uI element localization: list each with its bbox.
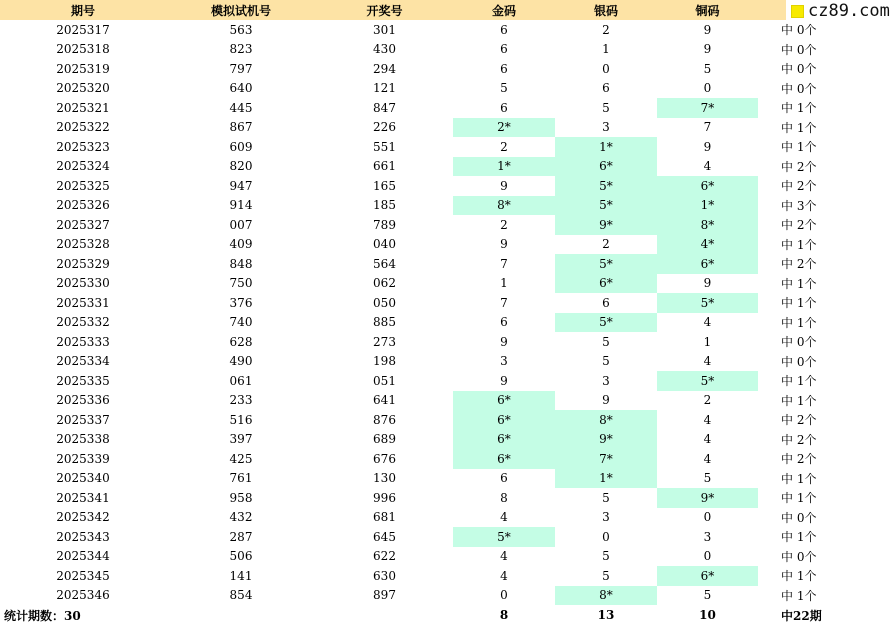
- cell-draw: 198: [373, 354, 396, 369]
- cell-result: 中 2个: [781, 179, 817, 194]
- cell-period: 2025344: [56, 549, 110, 564]
- cell-draw: 641: [373, 393, 396, 408]
- footer-empty-sim: [166, 605, 316, 625]
- cell-period: 2025345: [56, 568, 110, 583]
- cell-silver: 1*: [555, 137, 657, 157]
- cell-sim: 490: [229, 354, 253, 369]
- cell-period: 2025325: [56, 178, 110, 193]
- table-row: [0, 508, 891, 528]
- table-row: [0, 449, 891, 469]
- cell-draw: 050: [373, 295, 396, 310]
- cell-result: 中 0个: [781, 62, 817, 77]
- cell-gold: 4: [500, 549, 508, 564]
- cell-draw: 622: [373, 549, 396, 564]
- table-row: [0, 118, 891, 138]
- cell-result: 中 0个: [781, 42, 817, 57]
- cell-period: 2025337: [56, 412, 110, 427]
- cell-sim: 820: [229, 159, 253, 174]
- cell-result: 中 1个: [781, 237, 817, 252]
- cell-result: 中 1个: [781, 276, 817, 291]
- cell-gold: 6*: [453, 430, 555, 450]
- cell-result: 中 1个: [781, 491, 817, 506]
- table-row: [0, 430, 891, 450]
- cell-gold: 6: [500, 471, 508, 486]
- logo-square-icon: [791, 5, 804, 18]
- table-row: [0, 586, 891, 606]
- cell-copper: 0: [703, 549, 712, 564]
- cell-gold: 9: [500, 373, 508, 388]
- cell-gold: 6*: [453, 410, 555, 430]
- cell-gold: 1*: [453, 157, 555, 177]
- cell-sim: 007: [229, 217, 253, 232]
- cell-period: 2025320: [56, 81, 110, 96]
- cell-copper: 7*: [657, 98, 758, 118]
- cell-gold: 4: [500, 510, 508, 525]
- footer-copper-total: 10: [699, 608, 716, 622]
- cell-draw: 885: [373, 315, 396, 330]
- cell-gold: 2*: [453, 118, 555, 138]
- table-row: [0, 20, 891, 40]
- table-row: [0, 469, 891, 489]
- table-row: [0, 293, 891, 313]
- cell-draw: 294: [373, 61, 396, 76]
- cell-silver: 2: [602, 22, 610, 37]
- cell-copper: 8*: [657, 215, 758, 235]
- cell-silver: 6*: [555, 274, 657, 294]
- cell-period: 2025335: [56, 373, 110, 388]
- table-row: [0, 59, 891, 79]
- cell-sim: 425: [229, 451, 253, 466]
- cell-draw: 876: [373, 412, 396, 427]
- table-row: [0, 527, 891, 547]
- cell-period: 2025319: [56, 61, 110, 76]
- cell-gold: 6: [500, 100, 508, 115]
- cell-gold: 2: [500, 217, 508, 232]
- cell-copper: 5: [703, 61, 712, 76]
- cell-draw: 165: [373, 178, 396, 193]
- cell-result: 中 1个: [781, 569, 817, 584]
- table-row: [0, 410, 891, 430]
- cell-draw: 185: [373, 198, 396, 213]
- cell-period: 2025342: [56, 510, 110, 525]
- cell-period: 2025343: [56, 529, 110, 544]
- cell-silver: 5*: [555, 196, 657, 216]
- cell-silver: 9*: [555, 430, 657, 450]
- cell-copper: 9: [703, 139, 712, 154]
- cell-result: 中 0个: [781, 354, 817, 369]
- cell-gold: 0: [500, 588, 508, 603]
- footer-silver-total: 13: [597, 608, 615, 622]
- cell-result: 中 1个: [781, 530, 817, 545]
- table-row: [0, 391, 891, 411]
- cell-gold: 6*: [453, 391, 555, 411]
- cell-silver: 6: [602, 81, 610, 96]
- cell-silver: 0: [602, 529, 610, 544]
- cell-gold: 5*: [453, 527, 555, 547]
- cell-gold: 7: [500, 256, 508, 271]
- table-row: [0, 137, 891, 157]
- cell-silver: 6*: [555, 157, 657, 177]
- cell-silver: 5*: [555, 313, 657, 333]
- cell-result: 中 2个: [781, 218, 817, 233]
- cell-gold: 2: [500, 139, 508, 154]
- cell-copper: 6*: [657, 254, 758, 274]
- cell-draw: 689: [373, 432, 396, 447]
- table-row: [0, 352, 891, 372]
- cell-period: 2025331: [56, 295, 110, 310]
- footer-count: 统计期数：30: [4, 608, 81, 623]
- cell-result: 中 1个: [781, 471, 817, 486]
- cell-silver: 8*: [555, 586, 657, 606]
- cell-draw: 661: [373, 159, 396, 174]
- cell-draw: 130: [373, 471, 396, 486]
- cell-draw: 681: [373, 510, 396, 525]
- cell-sim: 958: [229, 490, 253, 505]
- cell-silver: 1*: [555, 469, 657, 489]
- cell-silver: 9*: [555, 215, 657, 235]
- cell-gold: 4: [500, 568, 508, 583]
- cell-copper: 5: [703, 588, 712, 603]
- cell-gold: 6: [500, 42, 508, 57]
- cell-gold: 6: [500, 22, 508, 37]
- cell-copper: 6*: [657, 176, 758, 196]
- table-row: [0, 566, 891, 586]
- table-row: [0, 79, 891, 99]
- cell-result: 中 2个: [781, 257, 817, 272]
- cell-draw: 301: [373, 22, 396, 37]
- cell-silver: 5*: [555, 176, 657, 196]
- cell-period: 2025330: [56, 276, 110, 291]
- cell-result: 中 1个: [781, 296, 817, 311]
- cell-result: 中 1个: [781, 315, 817, 330]
- cell-sim: 397: [229, 432, 253, 447]
- cell-sim: 061: [229, 373, 253, 388]
- cell-result: 中 2个: [781, 413, 817, 428]
- cell-sim: 761: [229, 471, 253, 486]
- cell-silver: 3: [602, 120, 610, 135]
- cell-result: 中 0个: [781, 81, 817, 96]
- cell-result: 中 0个: [781, 510, 817, 525]
- cell-sim: 376: [229, 295, 253, 310]
- cell-sim: 750: [229, 276, 253, 291]
- logo-text: cz89.com: [808, 1, 890, 21]
- cell-sim: 640: [229, 81, 253, 96]
- cell-period: 2025328: [56, 237, 110, 252]
- cell-draw: 847: [373, 100, 396, 115]
- cell-gold: 8*: [453, 196, 555, 216]
- cell-sim: 563: [229, 22, 253, 37]
- cell-silver: 3: [602, 373, 610, 388]
- table-row: [0, 98, 891, 118]
- cell-draw: 996: [373, 490, 396, 505]
- cell-result: 中 2个: [781, 452, 817, 467]
- cell-silver: 5: [602, 334, 610, 349]
- cell-silver: 2: [602, 237, 610, 252]
- cell-silver: 8*: [555, 410, 657, 430]
- cell-period: 2025339: [56, 451, 110, 466]
- cell-copper: 9*: [657, 488, 758, 508]
- cell-copper: 4: [703, 451, 712, 466]
- header-sim: 模拟试机号: [166, 0, 316, 20]
- cell-silver: 3: [602, 510, 610, 525]
- cell-silver: 5: [602, 549, 610, 564]
- table-row: [0, 547, 891, 567]
- cell-silver: 9: [602, 393, 610, 408]
- cell-copper: 4: [703, 432, 712, 447]
- cell-silver: 5: [602, 568, 610, 583]
- cell-gold: 9: [500, 237, 508, 252]
- cell-copper: 0: [703, 81, 712, 96]
- cell-sim: 506: [229, 549, 253, 564]
- footer-hit-total: 中22期: [781, 608, 822, 623]
- header-period: 期号: [0, 0, 166, 20]
- cell-period: 2025336: [56, 393, 110, 408]
- cell-sim: 854: [229, 588, 253, 603]
- cell-copper: 4*: [657, 235, 758, 255]
- cell-period: 2025333: [56, 334, 110, 349]
- cell-gold: 9: [500, 334, 508, 349]
- cell-sim: 848: [229, 256, 253, 271]
- cell-draw: 051: [373, 373, 396, 388]
- cell-draw: 630: [373, 568, 396, 583]
- cell-silver: 0: [602, 61, 610, 76]
- cell-result: 中 1个: [781, 588, 817, 603]
- cell-silver: 5: [602, 100, 610, 115]
- cell-copper: 2: [703, 393, 712, 408]
- cell-sim: 867: [229, 120, 253, 135]
- header-draw: 开奖号: [316, 0, 453, 20]
- cell-copper: 4: [703, 354, 712, 369]
- cell-result: 中 0个: [781, 549, 817, 564]
- cell-silver: 7*: [555, 449, 657, 469]
- cell-silver: 6: [602, 295, 610, 310]
- cell-draw: 676: [373, 451, 396, 466]
- cell-sim: 445: [229, 100, 253, 115]
- cell-period: 2025321: [56, 100, 110, 115]
- cell-gold: 7: [500, 295, 508, 310]
- cell-copper: 9: [703, 42, 712, 57]
- cell-copper: 3: [703, 529, 712, 544]
- cell-copper: 9: [703, 276, 712, 291]
- cell-copper: 4: [703, 315, 712, 330]
- cell-sim: 947: [229, 178, 253, 193]
- cell-draw: 226: [373, 120, 396, 135]
- cell-gold: 8: [500, 490, 508, 505]
- cell-draw: 040: [373, 237, 396, 252]
- table-row: [0, 254, 891, 274]
- cell-period: 2025346: [56, 588, 110, 603]
- cell-result: 中 2个: [781, 159, 817, 174]
- cell-copper: 7: [703, 120, 712, 135]
- table-row: [0, 235, 891, 255]
- cell-silver: 5*: [555, 254, 657, 274]
- cell-period: 2025318: [56, 42, 110, 57]
- cell-sim: 797: [229, 61, 253, 76]
- cell-result: 中 0个: [781, 23, 817, 38]
- cell-result: 中 3个: [781, 198, 817, 213]
- cell-gold: 9: [500, 178, 508, 193]
- cell-period: 2025332: [56, 315, 110, 330]
- cell-period: 2025317: [56, 22, 110, 37]
- cell-result: 中 1个: [781, 120, 817, 135]
- cell-copper: 5: [703, 471, 712, 486]
- header-row: [0, 0, 891, 20]
- cell-gold: 6*: [453, 449, 555, 469]
- cell-sim: 287: [229, 529, 253, 544]
- cell-draw: 645: [373, 529, 396, 544]
- cell-sim: 740: [229, 315, 253, 330]
- header-silver: 银码: [555, 0, 657, 20]
- cell-draw: 897: [373, 588, 396, 603]
- cell-sim: 914: [229, 198, 253, 213]
- cell-gold: 6: [500, 315, 508, 330]
- cell-silver: 1: [602, 42, 610, 57]
- cell-draw: 062: [373, 276, 396, 291]
- cell-draw: 121: [373, 81, 396, 96]
- cell-gold: 5: [500, 81, 508, 96]
- cell-sim: 409: [229, 237, 253, 252]
- cell-copper: 5*: [657, 293, 758, 313]
- header-gold: 金码: [453, 0, 555, 20]
- cell-period: 2025326: [56, 198, 110, 213]
- cell-period: 2025327: [56, 217, 110, 232]
- cell-draw: 789: [373, 217, 396, 232]
- footer-gold-total: 8: [499, 608, 509, 622]
- cell-sim: 628: [229, 334, 253, 349]
- cell-period: 2025334: [56, 354, 110, 369]
- table-row: [0, 40, 891, 60]
- cell-draw: 430: [373, 42, 396, 57]
- table-row: [0, 332, 891, 352]
- cell-period: 2025341: [56, 490, 110, 505]
- site-logo: [786, 0, 891, 22]
- cell-copper: 1: [703, 334, 712, 349]
- table-row: [0, 313, 891, 333]
- footer-empty-draw: [316, 605, 453, 625]
- table-row: [0, 371, 891, 391]
- table-body: [0, 20, 891, 605]
- cell-sim: 432: [229, 510, 253, 525]
- cell-copper: 0: [703, 510, 712, 525]
- cell-silver: 5: [602, 354, 610, 369]
- cell-copper: 4: [703, 159, 712, 174]
- cell-sim: 141: [229, 568, 253, 583]
- cell-result: 中 1个: [781, 393, 817, 408]
- table-row: [0, 157, 891, 177]
- cell-draw: 551: [373, 139, 396, 154]
- cell-period: 2025340: [56, 471, 110, 486]
- cell-gold: 6: [500, 61, 508, 76]
- cell-result: 中 1个: [781, 101, 817, 116]
- cell-draw: 273: [373, 334, 396, 349]
- table-row: [0, 488, 891, 508]
- cell-copper: 6*: [657, 566, 758, 586]
- cell-silver: 5: [602, 490, 610, 505]
- table-row: [0, 274, 891, 294]
- cell-sim: 233: [229, 393, 253, 408]
- cell-result: 中 2个: [781, 432, 817, 447]
- cell-sim: 823: [229, 42, 253, 57]
- cell-copper: 1*: [657, 196, 758, 216]
- cell-sim: 516: [229, 412, 253, 427]
- cell-draw: 564: [373, 256, 396, 271]
- table-row: [0, 215, 891, 235]
- cell-gold: 1: [500, 276, 508, 291]
- cell-period: 2025338: [56, 432, 110, 447]
- cell-period: 2025322: [56, 120, 110, 135]
- cell-copper: 9: [703, 22, 712, 37]
- cell-result: 中 0个: [781, 335, 817, 350]
- table-row: [0, 176, 891, 196]
- cell-sim: 609: [229, 139, 253, 154]
- cell-gold: 3: [500, 354, 508, 369]
- table-row: [0, 196, 891, 216]
- cell-copper: 4: [703, 412, 712, 427]
- footer-row: [0, 605, 891, 625]
- cell-copper: 5*: [657, 371, 758, 391]
- cell-result: 中 1个: [781, 140, 817, 155]
- cell-period: 2025329: [56, 256, 110, 271]
- cell-period: 2025324: [56, 159, 110, 174]
- cell-result: 中 1个: [781, 374, 817, 389]
- header-copper: 铜码: [657, 0, 758, 20]
- cell-period: 2025323: [56, 139, 110, 154]
